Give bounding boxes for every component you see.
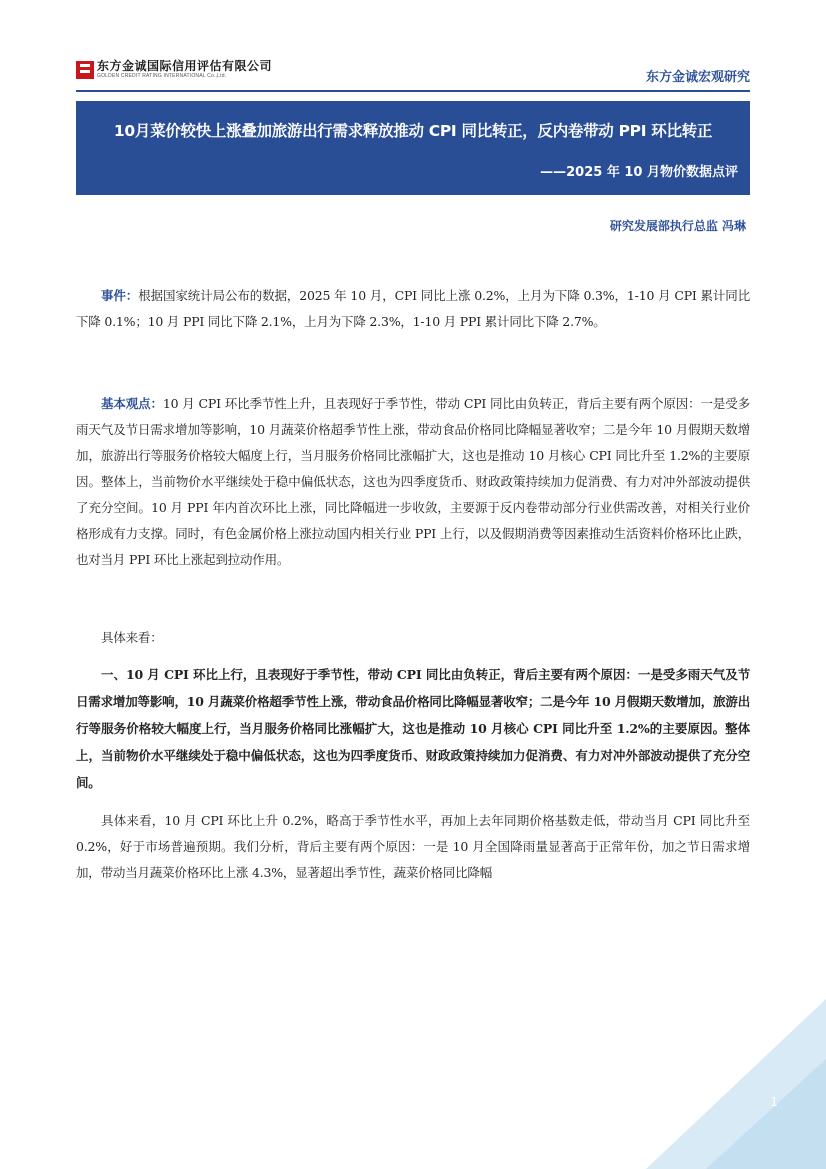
series-title: 东方金诚宏观研究: [645, 70, 750, 85]
page-header: [0, 0, 826, 100]
corner-decoration-inner: [706, 1059, 826, 1169]
detail-paragraph: 具体来看，10 月 CPI 环比上升 0.2%，略高于季节性水平，再加上去年同期价格基数走低，带动当月 CPI 同比升至 0.2%，好于市场普遍预期。我们分析，背后主要有两个原因：一是 10 月全国降雨量显著高于正常年份，加之节日需求增加，带动当月蔬菜价格环比上涨 4.3%，显著超出季节性，蔬菜价格同比降幅: [76, 813, 750, 880]
report-author: 研究发展部执行总监 冯琳: [609, 219, 746, 233]
report-body: [76, 283, 750, 886]
company-logo: [76, 60, 272, 79]
report-subtitle: ——2025 年 10 月物价数据点评: [540, 165, 738, 180]
page-number: 1: [770, 1095, 778, 1109]
report-title: 10月菜价较快上涨叠加旅游出行需求释放推动 CPI 同比转正，反内卷带动 PPI 环比转正: [113, 122, 713, 140]
event-text: 根据国家统计局公布的数据，2025 年 10 月，CPI 同比上涨 0.2%，上月为下降 0.3%，1-10 月 CPI 累计同比下降 0.1%；10 月 PPI 同比下降 2.1%，上月为下降 2.3%，1-10 月 PPI 累计同比下降 2.7%。: [76, 288, 750, 329]
logo-mark-icon: [76, 61, 94, 79]
event-paragraph: [76, 283, 750, 335]
view-lead: 基本观点：: [101, 396, 163, 411]
point-one-paragraph: 一、10 月 CPI 环比上行，且表现好于季节性，带动 CPI 同比由负转正，背后主要有两个原因：一是受多雨天气及节日需求增加等影响，10 月蔬菜价格超季节性上涨，带动食品价格同比降幅显著收窄；二是今年 10 月假期天数增加，旅游出行等服务价格较大幅度上行，当月服务价格同比涨幅扩大，这也是推动 10 月核心 CPI 同比升至 1.2%的主要原因。整体上，当前物价水平继续处于稳中偏低状态，这也为四季度货币、财政政策持续加力促消费、有力对冲外部波动提供了充分空间。: [76, 667, 750, 790]
header-divider: [76, 90, 750, 92]
logo-name-en: GOLDEN CREDIT RATING INTERNATIONAL Co.,Ltd.: [97, 73, 227, 79]
title-banner: [76, 101, 750, 238]
logo-name-cn: 东方金诚国际信用评估有限公司: [97, 59, 273, 73]
view-paragraph: [76, 391, 750, 573]
view-text: 10 月 CPI 环比季节性上升，且表现好于季节性，带动 CPI 同比由负转正，背后主要有两个原因：一是受多雨天气及节日需求增加等影响，10 月蔬菜价格超季节性上涨，带动食品价格同比降幅显著收窄；二是今年 10 月假期天数增加，旅游出行等服务价格较大幅度上行，当月服务价格同比涨幅扩大，这也是推动 10 月核心 CPI 同比升至 1.2%的主要原因。整体上，当前物价水平继续处于稳中偏低状态，这也为四季度货币、财政政策持续加力促消费、有力对冲外部波动提供了充分空间。10 月 PPI 年内首次环比上涨，同比降幅进一步收敛，主要源于反内卷带动部分行业供需改善，对相关行业价格形成有力支撑。同时，有色金属价格上涨拉动国内相关行业 PPI 上行，以及假期消费等因素推动生活资料价格环比止跌，也对当月 PPI 环比上涨起到拉动作用。: [76, 396, 750, 567]
event-lead: 事件：: [101, 288, 139, 303]
specific-intro: 具体来看：: [101, 630, 163, 645]
